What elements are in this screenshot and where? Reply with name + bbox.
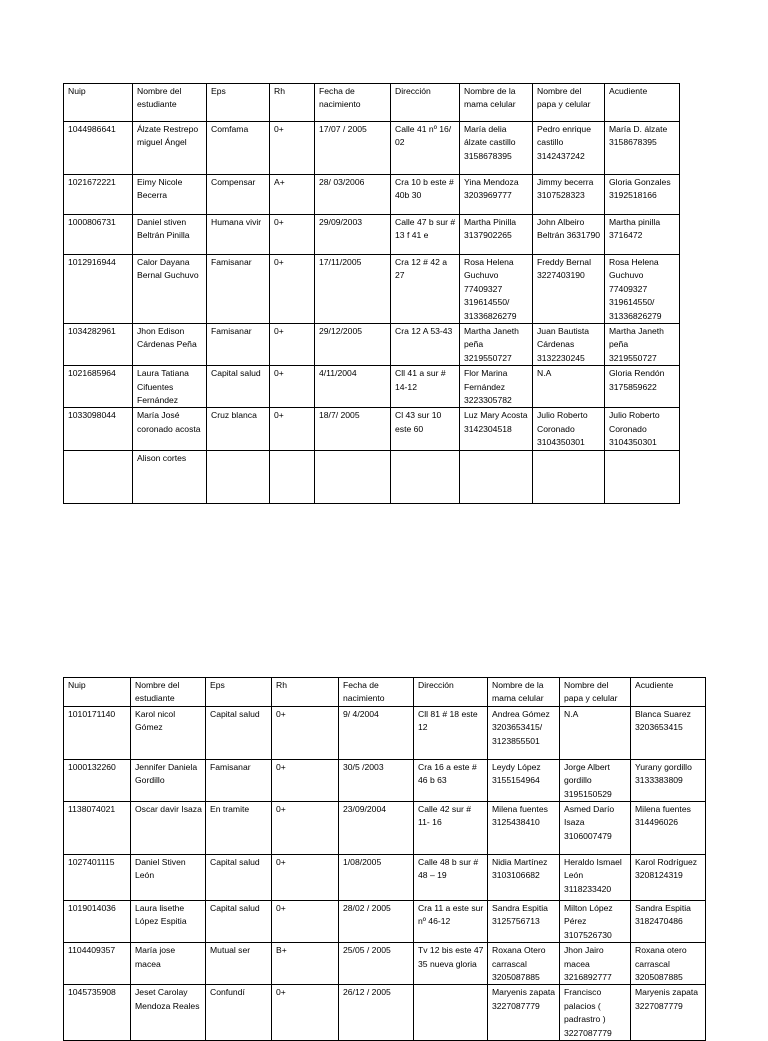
table-cell: 1000132260 [64,759,131,801]
table-cell: 0+ [272,802,339,855]
table-cell: Flor Marina Fernández 3223305782 [460,366,533,408]
table-cell: 0+ [270,215,315,255]
table-cell: 28/ 03/2006 [315,175,391,215]
table-cell: B+ [272,943,339,985]
table-cell: Cra 12 A 53-43 [391,324,460,366]
table-cell: Jennifer Daniela Gordillo [131,759,206,801]
students-table-2 [63,677,706,1041]
table-cell: 17/07 / 2005 [315,122,391,175]
table-cell: N.A [560,706,631,759]
table-cell: Yurany gordillo 3133383809 [631,759,706,801]
table-cell: 1034282961 [64,324,133,366]
table-cell: Jhon Jairo macea 3216892777 [560,943,631,985]
column-header: Nombre del estudiante [133,84,207,122]
table-cell [414,985,488,1041]
table-cell: 1012916944 [64,255,133,324]
table-cell: 1021685964 [64,366,133,408]
column-header: Fecha de nacimiento [339,678,414,707]
table-cell: Milena fuentes 3125438410 [488,802,560,855]
table-cell: María delia álzate castillo 3158678395 [460,122,533,175]
column-header: Eps [206,678,272,707]
table-cell: Mutual ser [206,943,272,985]
column-header: Eps [207,84,270,122]
column-header: Nuip [64,678,131,707]
table-cell: Famisanar [207,255,270,324]
table-cell: Álzate Restrepo miguel Ángel [133,122,207,175]
table-cell: 18/7/ 2005 [315,408,391,450]
table-cell: 0+ [270,366,315,408]
table-cell: 0+ [272,855,339,901]
table-cell: Oscar davir Isaza [131,802,206,855]
table-cell: 1000806731 [64,215,133,255]
table-cell: 17/11/2005 [315,255,391,324]
table-cell: Martha Janeth peña 3219550727 [460,324,533,366]
table-cell: Maryenis zapata 3227087779 [631,985,706,1041]
table-cell: 29/12/2005 [315,324,391,366]
table-cell: 0+ [270,255,315,324]
table-cell: Yina Mendoza 3203969777 [460,175,533,215]
table-cell: Sandra Espitia 3125756713 [488,901,560,943]
table-cell: 0+ [272,706,339,759]
column-header: Nombre del estudiante [131,678,206,707]
table-cell: Humana vivir [207,215,270,255]
table-cell: John Albeiro Beltrán 3631790 [533,215,605,255]
table-row [64,408,680,450]
table-cell: 1021672221 [64,175,133,215]
table-cell [391,450,460,503]
table-row [64,175,680,215]
table-cell: Gloria Rendón 3175859622 [605,366,680,408]
students-table-1 [63,83,680,504]
column-header: Dirección [414,678,488,707]
table-cell: Andrea Gómez 3203653415/ 3123855501 [488,706,560,759]
table-cell: 1027401115 [64,855,131,901]
table-cell: Cra 16 a este # 46 b 63 [414,759,488,801]
table-cell: Francisco palacios ( padrastro ) 3227087779 [560,985,631,1041]
table-cell: Eimy Nicole Becerra [133,175,207,215]
table-cell: Martha Pinilla 3137902265 [460,215,533,255]
table-cell: 1033098044 [64,408,133,450]
table-cell: Cll 41 a sur # 14-12 [391,366,460,408]
table-cell: Julio Roberto Coronado 3104350301 [533,408,605,450]
table-cell: Calor Dayana Bernal Guchuvo [133,255,207,324]
table-cell: Karol Rodríguez 3208124319 [631,855,706,901]
table-row [64,255,680,324]
table-cell [605,450,680,503]
column-header: Acudiente [631,678,706,707]
column-header: Dirección [391,84,460,122]
table-cell: Roxana Otero carrascal 3205087885 [488,943,560,985]
table-cell: Jeset Carolay Mendoza Reales [131,985,206,1041]
table-cell: Confundí [206,985,272,1041]
table-cell: Rosa Helena Guchuvo 77409327 319614550/ 31336826279 [460,255,533,324]
table-row [64,855,706,901]
table-cell: 28/02 / 2005 [339,901,414,943]
table-cell: Compensar [207,175,270,215]
table-cell: 0+ [272,759,339,801]
table-cell: Maryenis zapata 3227087779 [488,985,560,1041]
table-cell: 1104409357 [64,943,131,985]
table-cell: María D. álzate 3158678395 [605,122,680,175]
table-cell: 0+ [272,985,339,1041]
table-cell: Martha pinilla 3716472 [605,215,680,255]
table-row [64,943,706,985]
table-cell: Karol nicol Gómez [131,706,206,759]
table-cell: Asmed Darío Isaza 3106007479 [560,802,631,855]
header-row [64,84,680,122]
table-cell: Pedro enrique castillo 3142437242 [533,122,605,175]
table-cell: 1044986641 [64,122,133,175]
column-header: Fecha de nacimiento [315,84,391,122]
table-cell: Roxana otero carrascal 3205087885 [631,943,706,985]
table-cell: Jorge Albert gordillo 3195150529 [560,759,631,801]
table-cell: Nidia Martínez 3103106682 [488,855,560,901]
column-header: Acudiente [605,84,680,122]
table-cell: Laura Tatiana Cifuentes Fernández [133,366,207,408]
table-cell [315,450,391,503]
table-row [64,706,706,759]
table-cell: Cra 12 # 42 a 27 [391,255,460,324]
table-row [64,802,706,855]
table-cell: En tramite [206,802,272,855]
table-row [64,122,680,175]
table-cell: Alison cortes [133,450,207,503]
table-cell: 0+ [270,408,315,450]
column-header: Nombre de la mama celular [488,678,560,707]
table-cell: 1019014036 [64,901,131,943]
table-row [64,450,680,503]
table-row [64,985,706,1041]
table-cell: María José coronado acosta [133,408,207,450]
column-header: Rh [270,84,315,122]
table-cell: Cruz blanca [207,408,270,450]
table-cell: Calle 42 sur # 11- 16 [414,802,488,855]
table-cell: Cra 11 a este sur nº 46-12 [414,901,488,943]
column-header: Nombre del papa y celular [533,84,605,122]
table-cell [270,450,315,503]
table-cell: Famisanar [207,324,270,366]
table-cell [460,450,533,503]
column-header: Rh [272,678,339,707]
table-cell: Cl 43 sur 10 este 60 [391,408,460,450]
header-row [64,678,706,707]
table-cell: 23/09/2004 [339,802,414,855]
table-cell: 1045735908 [64,985,131,1041]
table-cell: 0+ [272,901,339,943]
table-cell: Laura lisethe López Espitia [131,901,206,943]
table-cell: 0+ [270,122,315,175]
table-cell: 25/05 / 2005 [339,943,414,985]
table-cell [64,450,133,503]
table-cell: Freddy Bernal 3227403190 [533,255,605,324]
table-cell: A+ [270,175,315,215]
table-cell: Famisanar [206,759,272,801]
table-row [64,215,680,255]
table-cell: 1/08/2005 [339,855,414,901]
table-cell: Martha Janeth peña 3219550727 [605,324,680,366]
table-cell: Gloria Gonzales 3192518166 [605,175,680,215]
table-cell: N.A [533,366,605,408]
table-row [64,324,680,366]
table-cell: Tv 12 bis este 47 35 nueva gloria [414,943,488,985]
table-cell: Capital salud [207,366,270,408]
table-cell: María jose macea [131,943,206,985]
table-cell: Cll 81 # 18 este 12 [414,706,488,759]
table-cell: Jhon Edison Cárdenas Peña [133,324,207,366]
table-cell: Blanca Suarez 3203653415 [631,706,706,759]
table-row [64,366,680,408]
table-cell: Capital salud [206,855,272,901]
table-cell: 4/11/2004 [315,366,391,408]
table-cell: Milena fuentes 314496026 [631,802,706,855]
table-cell [207,450,270,503]
table-cell: Leydy López 3155154964 [488,759,560,801]
table-cell: 1138074021 [64,802,131,855]
table-cell: 30/5 /2003 [339,759,414,801]
table-cell: Calle 48 b sur # 48 – 19 [414,855,488,901]
table-cell: Capital salud [206,706,272,759]
table-cell: Capital salud [206,901,272,943]
table-cell: 9/ 4/2004 [339,706,414,759]
table-cell: Cra 10 b este # 40b 30 [391,175,460,215]
column-header: Nuip [64,84,133,122]
table-cell: Daniel stiven Beltrán Pinilla [133,215,207,255]
table-row [64,759,706,801]
table-cell: Daniel Stiven León [131,855,206,901]
table-cell: Calle 41 nº 16/ 02 [391,122,460,175]
table-cell: 1010171140 [64,706,131,759]
table-cell: Heraldo Ismael León 3118233420 [560,855,631,901]
table-cell: 29/09/2003 [315,215,391,255]
table-cell: Comfama [207,122,270,175]
table-cell: Sandra Espitia 3182470486 [631,901,706,943]
table-cell: Jimmy becerra 3107528323 [533,175,605,215]
table-cell: Luz Mary Acosta 3142304518 [460,408,533,450]
table-cell: Milton López Pérez 3107526730 [560,901,631,943]
table-row [64,901,706,943]
column-header: Nombre de la mama celular [460,84,533,122]
table-cell: Juan Bautista Cárdenas 3132230245 [533,324,605,366]
column-header: Nombre del papa y celular [560,678,631,707]
table-cell: Julio Roberto Coronado 3104350301 [605,408,680,450]
table-cell: 26/12 / 2005 [339,985,414,1041]
table-cell [533,450,605,503]
table-cell: 0+ [270,324,315,366]
table-cell: Calle 47 b sur # 13 f 41 e [391,215,460,255]
table-cell: Rosa Helena Guchuvo 77409327 319614550/ 31336826279 [605,255,680,324]
